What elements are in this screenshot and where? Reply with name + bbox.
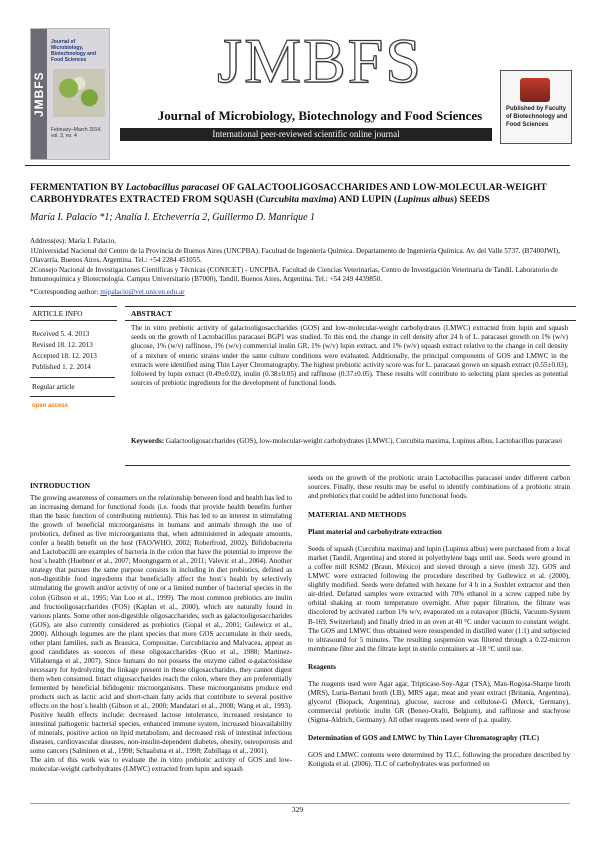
- authors: María I. Palacio *1; Analía I. Etcheverría 2, Guillermo D. Manrique 1: [30, 212, 316, 223]
- title-part: ) AND LUPIN (: [333, 194, 398, 205]
- page-number: 329: [291, 805, 304, 814]
- journal-cover-image: [30, 28, 110, 160]
- journal-tagline: International peer-reviewed scientific online journal: [120, 128, 492, 141]
- cover-title: Journal of Microbiology, Biotechnology and Food Sciences: [51, 39, 96, 63]
- cover-spine-text: JMBFS: [31, 29, 47, 159]
- plant-material-text: Seeds of squash (Curcubita maxima) and lupin (Lupinus albus) were purchased from a local market (Tandil, Argentina) and stored in polyethylene bags until use. Seeds were ground in a coffee mill KSM2 (Braun, México) and sieved through a sieve (mesh 32). GOS and LMWC were extracted following the procedure described by Gullewicz et al. (2000), slightly modified. Seeds were defatted with hexane for 4 h in a Soxhlet extractor and then air-dried. Defatted samples were extracted with 70% ethanol in a screw capped tube by orbital shaking at room temperature overnight. After paper filtration, the filtrate was discolored by activated carbon 1% w/v, evaporated on a rotavapor (Büchi, Vacuum-System B-169, Switzerland) and finally dried in an oven at 40 °C under vacuum to constant weight. The GOS and LMWC thus obtained were resuspended in distilled water (1:1) and subjected to ultrasound for 5 minutes. The resulting suspension was filtered through a 0.22-micron membrane filter and the filtrate kept in sterile containers at -18 °C until use.: [308, 545, 570, 653]
- title-part: Lupinus albus: [397, 194, 454, 205]
- corresponding-author: [30, 288, 570, 296]
- university-logo-icon: [520, 78, 550, 102]
- article-info-divider: [30, 377, 115, 378]
- introduction-paragraph-2: The aim of this work was to evaluate the in vitro prebiotic activity of GOS and low-molecular-weight carbohydrates (LMWC) extracted from lupin and squash: [30, 756, 292, 774]
- corresponding-label: *Corresponding author:: [30, 288, 101, 296]
- abstract-heading: ABSTRACT: [125, 306, 576, 321]
- corresponding-email-link[interactable]: mipalacio@vet.unicen.edu.ar: [100, 288, 185, 296]
- tlc-text: GOS and LMWC contents were determined by TLC, following the procedure described by Kotiguda et al. (2006). TLC of carbohydrates was performed on: [308, 750, 570, 768]
- subheading-tlc: Determination of GOS and LMWC by Thin Layer Chromatography (TLC): [308, 733, 540, 742]
- date-revised: Revised 18. 12. 2013: [32, 341, 93, 349]
- title-part: ) SEEDS: [453, 194, 490, 205]
- address-label: Address(es): María I. Palacio,: [30, 237, 117, 245]
- title-part: OF GALACTOOLIGOSACCHARIDES AND LOW-MOLECULAR-WEIGHT CARBOHYDRATES EXTRACTED FROM SQUASH (: [30, 182, 547, 205]
- keywords: [131, 437, 568, 446]
- date-accepted: Accepted 18. 12. 2013: [32, 352, 97, 360]
- title-part: Lactobacillus paracasei: [125, 182, 220, 193]
- abstract-divider: [125, 465, 570, 466]
- keywords-list: Galactooligosaccharides (GOS), low-molecular-weight carbohydrates (LMWC), Curcubita maxima, Lupinus albus, Lactobacillus paracasei: [164, 437, 563, 445]
- cover-photo: [53, 69, 105, 117]
- title-part: FERMENTATION BY: [30, 182, 126, 193]
- introduction-paragraph-1: The growing awareness of consumers on the relationship between food and health has led to an increasing demand for functional foods (i.e. foods that provide health benefits further than the basic function of contributing nutrients). This has led to an interest in stimulating the growth of beneficial microorganisms in humans and animals through the use of probiotics, defined as live microorganisms that, when administered in adequate amounts, confer a health benefit on the host (FAO/WHO, 2002; Roberfroid, 2002). Bifidobacteria and Lactobacilli are examples of bacteria in the colon that have the potential to improve the host´s health (Huebner et al., 2007; Moongngarm et al., 2011; Valevic et al., 2004). Another strategy that pursues the same purpose consists in including in diet prebiotics, defined as non-digestible food ingredients that beneficially affect the host´s health by selectively stimulating the growth and/or activity of one or a limited number of bacterial species in the colon (Gibson et al., 1995; Van Loo et al., 1999). The most common prebiotics are inulin and fructooligosaccharides (FOS) (Kaplan et al., 2000), which are naturally found in various plants. Some other non-digestible oligosaccharides, such as galactooligosaccharides (GOS), are also currently considered as prebiotics (Gopal et al., 2001; Gulewicz et al., 2000). Although legumes are the plant species that more GOS accumulate in their seeds, other plant families, such as Brassica, Compositae, Curcubitacea and Malvacea, appear as good candidates as sources of these oligosaccharides (Kuo et al., 1988; Martinez-Villaluenga et al., 2007). Since humans do not possess the enzyme called α-galactosidase necessary for hydrolyzing the linkage present in these oligosaccharides, they cannot digest them when consumed. Intact oligosaccharides reach the colon, where they are preferentially fermented by beneficial bifidogenic microorganisms. These microorganisms produce end products such as lactic acid and short-chain fatty acids that contribute to several positive effects on the host´s health (Gibson et al., 2000; Mandatari et al., 2008; Wang et al., 1993). Positive health effects include: decreased lactose intolerance, increased resistance to intestinal pathogenic bacterial species, enhanced immune system, increased bioavailability of minerals, positive action on lipid metabolism, and decreased risk of intestinal infectious diseases, cardiovascular diseases, non-insulin-dependent diabetes, obesity, osteoporosis and some cancers (Salminen et al., 1998; Schaafsma et al., 1998; Zubillaga et al., 2001).: [30, 494, 292, 756]
- paper-title: [30, 182, 570, 206]
- header-divider: [25, 165, 570, 166]
- right-column: [308, 474, 570, 769]
- abstract-text: The in vitro prebiotic activity of galactooligosaccharides (GOS) and low-molecular-weight carbohydrates (LMWC) extracted from lupin and squash seeds on the growth of Lactobacillus paracasei BGP1 was studied. To this end, the change in cell density after 24 h of L. paracasei growth on 1% (w/v) glucose, 1% (w/v) raffinose, 1% (w/v) commercial inulin GR, 1% (w/v) lupin extract, and 1% (w/v) squash extract relative to the change in cell density of a mixture of enteric strains under the same culture conditions were evaluated. Additionally, the principal components of GOS and LMWC in the extracts were identified using Thin Layer Chromatography. The highest prebiotic activity score was for L. paracasei grown on squash extract (0.55±0.03), followed by lupin extract (0.49±0.02), inulin (0.38±0.05) and raffinose (0.37±0.05). These results will contribute to selecting plant species as potential sources of prebiotic ingredients for the development of functional foods.: [131, 324, 568, 388]
- reagents-text: The reagents used were Agar agar, Tripticase-Soy-Agar (TSA), Man-Rogosa-Sharpe broth (MRS), Luria-Bertani broth (LB), MRS agar, meat and yeast extract (Britania, Argentina), glycerol (Biopack, Argentina), glucose, sucrose and cellulose-G (Merck, Germany), commercial prebiotic inulin GR (Beneo-Orafti, Belgium), and raffinose and stachyose (Sigma-Aldrich, Germany). All other reagents used were of p.a. quality.: [308, 679, 570, 724]
- article-info-heading: ARTICLE INFO: [30, 306, 117, 321]
- open-access-icon: open access: [32, 403, 69, 409]
- introduction-heading: INTRODUCTION: [30, 481, 91, 490]
- subheading-reagents: Reagents: [308, 662, 336, 671]
- publisher-text: Published by Faculty of Biotechnology and Food Sciences: [506, 106, 568, 128]
- methods-heading: MATERIAL AND METHODS: [308, 510, 407, 520]
- address-1: 1Universidad Nacional del Centro de la Provincia de Buenos Aires (UNCPBA). Facultad de Ingeniería Química. Departamento de Ingeniería Química. Av. del Valle 5737. (B7400JWI), Olavarría, Buenos Aires, Argentina. Tel.: +54 2284 451055.: [30, 246, 560, 264]
- title-part: Curcubita maxima: [259, 194, 334, 205]
- article-info-divider-2: [30, 396, 115, 397]
- date-received: Received 5. 4. 2013: [32, 330, 90, 338]
- keywords-label: Keywords:: [131, 437, 165, 445]
- address-2: 2Consejo Nacional de Investigaciones Científicas y Técnicas (CONICET) - UNCPBA. Facultad de Ciencias Veterinarias, Centro de Investigación Veterinaria de Tandil. Laboratorio de Inmunoquímica y Biotecnología. Campus Universitario (B7000), Tandil, Buenos Aires, Argentina. Tel.: +54 249 4439850.: [30, 265, 558, 283]
- cover-issue: February–March 2014, vol. 3, no. 4: [51, 127, 102, 139]
- article-type: Regular article: [32, 383, 75, 391]
- subheading-plant-material: Plant material and carbohydrate extraction: [308, 528, 442, 537]
- footer-divider: [30, 803, 570, 804]
- journal-logo: JMBFS: [217, 25, 423, 96]
- journal-name: Journal of Microbiology, Biotechnology and Food Sciences: [157, 108, 483, 123]
- date-published: Published 1. 2. 2014: [32, 363, 91, 371]
- introduction-text: [30, 494, 292, 774]
- addresses: [30, 237, 570, 285]
- continuation-text: seeds on the growth of the probiotic strain Lactobacillus paracasei under different carbon sources. Finally, these results may be useful to identify combinations of a probiotic strain and prebiotics that could be added into functional foods.: [308, 474, 570, 501]
